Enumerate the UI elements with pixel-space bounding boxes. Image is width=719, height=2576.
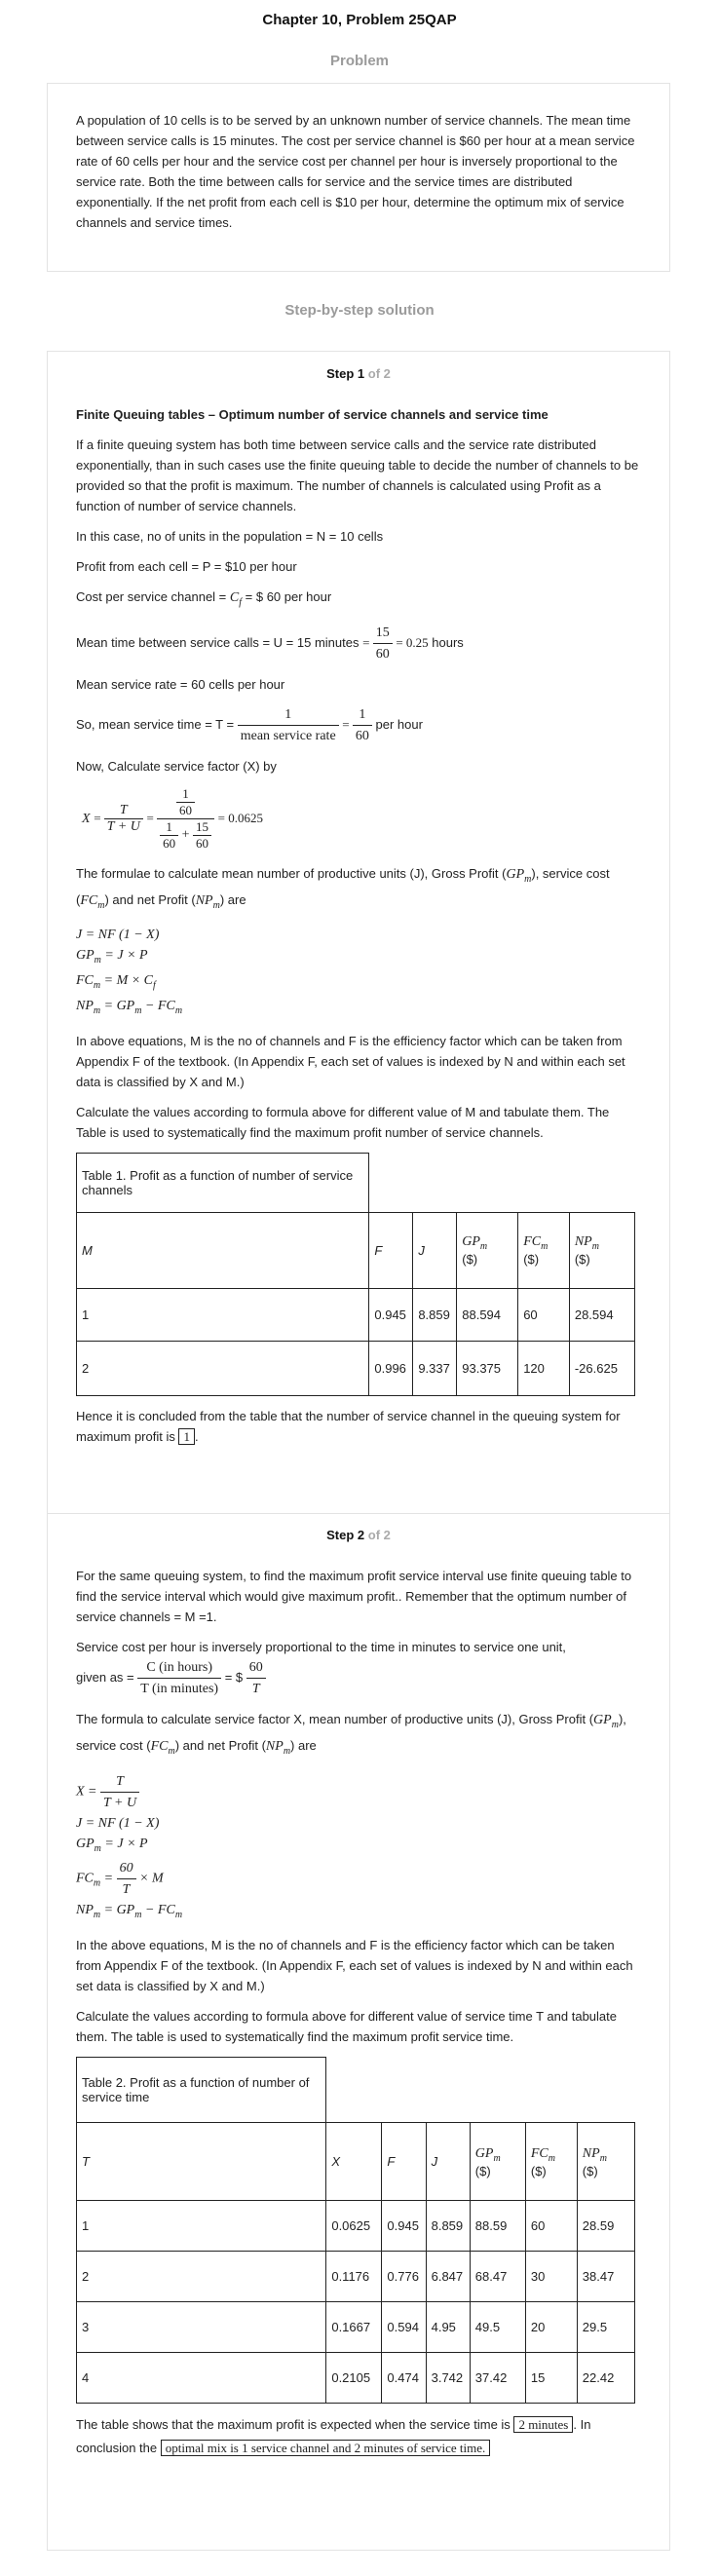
table-2-header: $FC_m$ ($) [525, 2123, 577, 2201]
table-2-caption: Table 2. Profit as a function of number of service time [77, 2058, 326, 2123]
step1-conclusion: Hence it is concluded from the table that the number of service channel in the queuing system for maximum profit is 1 . [76, 1408, 621, 1444]
page-title: Chapter 10, Problem 25QAP [262, 12, 457, 28]
eq-gp: $GP_m = J \times P$ [76, 948, 148, 966]
step1-explain: In above equations, M is the no of channels and F is the efficiency factor which can be taken from Appendix F of the textbook. (In Appendix F, each set of values is indexed by N and within each set data is classified by X and M.) [76, 1033, 625, 1089]
problem-text-block [76, 110, 641, 243]
eq-fc: $FC_m = M \times C_f$ [76, 973, 156, 991]
solution-heading: Step-by-step solution [284, 302, 435, 319]
service-time-fraction-2: $\frac{1}{60}$ [353, 704, 372, 746]
service-time-fraction: $\frac{1}{\text{mean service rate}}$ [238, 704, 339, 746]
eq-fc: $FC_m$ = $\frac{60}{T}$ × M [76, 1858, 641, 1900]
step1-mean-time: Mean time between service calls = U = 15 minutes = $\frac{15}{60}$ = 0.25 hours [76, 623, 641, 664]
step2-formula-intro: The formula to calculate service factor X, mean number of productive units (J), Gross Profit $(GP_m)$, service cost $(FC_m)$ and net Profit $(NP_m)$ are [76, 1712, 626, 1757]
answer-box: 1 [178, 1428, 195, 1445]
step2-header [76, 1528, 641, 1542]
step1-cost: Cost per service channel = $C_f$ = $ 60 per hour [76, 589, 332, 608]
table-1-header: $FC_m$ ($) [518, 1212, 570, 1288]
table-1-header: M [77, 1212, 369, 1288]
table-1-header: $GP_m$ ($) [457, 1212, 518, 1288]
eq-x: X = $\frac{T}{T + U}$ [76, 1771, 641, 1813]
service-factor-equation: X = $\frac{T}{T + U}$ = $\frac{1}{60}$ $\frac{1}{60}$ + $\frac{15}{60}$ = 0.0625 [82, 785, 263, 851]
step1-mean-rate: Mean service rate = 60 cells per hour [76, 676, 285, 692]
step2-formulae [76, 1771, 641, 1926]
table-row: 2 0.996 9.337 93.375 120 -26.625 [77, 1341, 635, 1395]
table-2-header: $GP_m$ ($) [470, 2123, 525, 2201]
table-2-header: F [382, 2123, 426, 2201]
final-answer-box: optimal mix is 1 service channel and 2 minutes of service time. [161, 2440, 491, 2456]
table-1 [76, 1153, 635, 1396]
table-2 [76, 2057, 635, 2404]
eq-np: $NP_m = GP_m - FC_m$ [76, 998, 183, 1016]
table-row: 1 0.945 8.859 88.594 60 28.594 [77, 1288, 635, 1341]
step1-of: of 2 [367, 366, 391, 381]
step1-label: Step 1 [326, 366, 365, 381]
step1-profit: Profit from each cell = P = $10 per hour [76, 559, 297, 574]
step1-header [76, 366, 641, 381]
step2-explain: In the above equations, M is the no of channels and F is the efficiency factor which can be taken from Appendix F of the textbook. (In Appendix F, each set of values is indexed by N and within each set data is classified by X and M.) [76, 1938, 633, 1994]
problem-heading: Problem [329, 53, 389, 69]
step2-tabulate: Calculate the values according to formula above for different value of service time T and tabulate them. The table is used to systematically find the maximum profit service time. [76, 2009, 617, 2045]
table-2-header: X [326, 2123, 382, 2201]
answer-box-time: 2 minutes [513, 2416, 573, 2433]
step2-block [76, 1528, 641, 2470]
table-2-header: T [77, 2123, 326, 2201]
step-divider [47, 1513, 670, 1514]
eq-j: J = NF (1 − X) [76, 928, 160, 943]
eq-gp: $GP_m = J \times P$ [76, 1836, 148, 1854]
table-row: 4 0.2105 0.474 3.742 37.42 15 22.42 [77, 2353, 635, 2404]
step2-label: Step 2 [326, 1528, 365, 1542]
step2-conclusion: The table shows that the maximum profit is expected when the service time is 2 minutes . In conclusion the optimal mix is 1 service channel and 2 minutes of service time. [76, 2417, 591, 2456]
table-1-header: F [369, 1212, 413, 1288]
cf-symbol: $C_f$ [229, 590, 243, 608]
table-2-header: J [426, 2123, 470, 2201]
step1-block [76, 366, 641, 1457]
step1-intro: If a finite queuing system has both time between service calls and the service rate distributed exponentially, than in such cases use the finite queuing table to decide the number of channels to be provided so that the profit is maximum. The number of channels is calculated using Profit as a function of number of service channels. [76, 437, 639, 513]
table-1-header: J [413, 1212, 457, 1288]
table-2-header: $NP_m$ ($) [577, 2123, 634, 2201]
table-1-header: $NP_m$ ($) [569, 1212, 634, 1288]
step2-cost: Service cost per hour is inversely proportional to the time in minutes to service one unit, given as = $\frac{\text{C (in hours)}}{\text{T (in minutes)}}$ = $ $\frac{60}{T}$ [76, 1640, 566, 1696]
table-row: 3 0.1667 0.594 4.95 49.5 20 29.5 [77, 2302, 635, 2353]
step1-tabulate: Calculate the values according to formula above for different value of M and tabulate them. The Table is used to systematically find the maximum profit number of service channels. [76, 1104, 610, 1140]
step1-subtitle: Finite Queuing tables – Optimum number of service channels and service time [76, 407, 549, 422]
step2-intro: For the same queuing system, to find the maximum profit service interval use finite queuing table to find the service interval which would give maximum profit.. Remember that the optimum number of service channels = M =1. [76, 1569, 632, 1624]
problem-text: A population of 10 cells is to be served by an unknown number of service channels. The mean time between service calls is 15 minutes. The cost per service channel is $60 per hour at a mean service rate of 60 cells per hour and the service cost per channel per hour is inversely proportional to the service rate. Both the time between calls for service and the service times are distributed exponentially. If the net profit from each cell is $10 per hour, determine the optimum mix of service channels and service times. [76, 113, 635, 230]
step1-calc-factor: Now, Calculate service factor (X) by [76, 758, 277, 774]
eq-j: J = NF (1 − X) [76, 1815, 160, 1831]
table-1-caption: Table 1. Profit as a function of number of service channels [77, 1153, 369, 1212]
step1-service-time: So, mean service time = T = $\frac{1}{\text{mean service rate}}$ = $\frac{1}{60}$ per hour [76, 704, 641, 746]
table-row: 2 0.1176 0.776 6.847 68.47 30 38.47 [77, 2252, 635, 2302]
table-row: 1 0.0625 0.945 8.859 88.59 60 28.59 [77, 2201, 635, 2252]
mean-time-fraction: $\frac{15}{60}$ [373, 623, 393, 664]
step2-of: of 2 [367, 1528, 391, 1542]
eq-np: $NP_m = GP_m - FC_m$ [76, 1903, 183, 1921]
step1-formulae [76, 925, 641, 1020]
step1-population: In this case, no of units in the population = N = 10 cells [76, 529, 384, 544]
step1-formulae-intro: The formulae to calculate mean number of productive units (J), Gross Profit $(GP_m)$, service cost $(FC_m)$ and net Profit $(NP_m)$ are [76, 865, 610, 911]
